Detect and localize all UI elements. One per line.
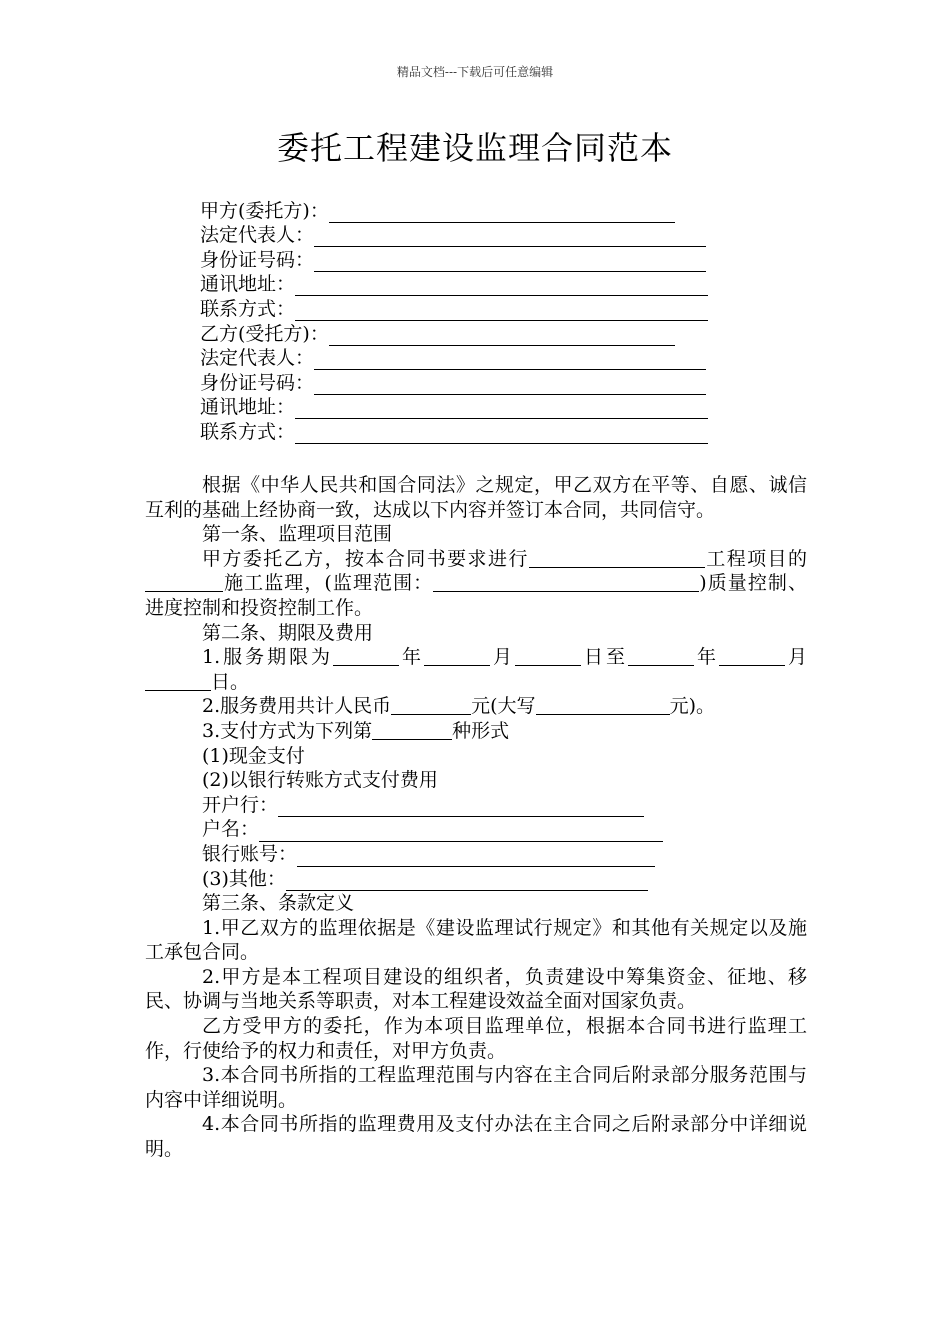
- supervision-scope-field[interactable]: [433, 573, 699, 592]
- party-a-id-label: 身份证号码：: [200, 248, 315, 271]
- party-b-address-line: [200, 395, 740, 420]
- party-b-representative-label: 法定代表人：: [200, 347, 315, 370]
- account-name-label: 户名：: [202, 818, 260, 841]
- party-a-address-field[interactable]: [295, 276, 708, 296]
- day-end-unit: 日。: [211, 670, 250, 693]
- fee-amount-field[interactable]: [391, 696, 471, 715]
- end-year-field[interactable]: [628, 647, 694, 666]
- payment-method-paragraph: [145, 719, 807, 744]
- party-b-contact-label: 联系方式：: [200, 420, 296, 443]
- party-b-id-line: [200, 370, 740, 395]
- payment-option-field[interactable]: [372, 721, 452, 740]
- article-2-title: 第二条、期限及费用: [202, 621, 374, 644]
- account-number-line: [145, 842, 807, 867]
- contract-body: [145, 473, 807, 1162]
- bank-label: 开户行：: [202, 793, 279, 816]
- service-term-label: 1.服务期限为: [202, 646, 334, 669]
- account-name-line: [145, 817, 807, 842]
- account-number-field[interactable]: [297, 847, 655, 867]
- header-note: 精品文档---下载后可任意编辑: [396, 65, 554, 79]
- article-3-item-1: 1.甲乙双方的监理依据是《建设监理试行规定》和其他有关规定以及施工承包合同。: [145, 916, 807, 964]
- party-b-address-field[interactable]: [295, 399, 708, 419]
- party-a-representative-field[interactable]: [314, 227, 706, 247]
- bank-field[interactable]: [278, 797, 644, 817]
- day-to-unit: 日至: [581, 646, 628, 669]
- end-day-field[interactable]: [145, 672, 211, 691]
- party-a-representative-line: [200, 223, 740, 248]
- month-unit: 月: [490, 646, 516, 669]
- party-a-contact-field[interactable]: [295, 301, 708, 321]
- account-number-label: 银行账号：: [202, 842, 298, 865]
- article-1-text-b: 工程项目的: [704, 547, 807, 570]
- party-a-contact-label: 联系方式：: [200, 297, 296, 320]
- document-title: 委托工程建设监理合同范本: [276, 129, 673, 167]
- other-payment-field[interactable]: [286, 871, 648, 891]
- article-3-item-2b: 乙方受甲方的委托，作为本项目监理单位，根据本合同书进行监理工作，行使给予的权力和责任，对甲方负责。: [145, 1015, 807, 1062]
- party-b-representative-field[interactable]: [314, 350, 706, 370]
- party-b-contact-field[interactable]: [295, 424, 708, 444]
- payment-option-cash: (1)现金支付: [202, 744, 305, 767]
- service-fee-label: 2.服务费用共计人民币: [202, 695, 392, 718]
- article-3-item-2: 2.甲方是本工程项目建设的组织者，负责建设中筹集资金、征地、移民、协调与当地关系等职责，对本工程建设效益全面对国家负责。: [145, 965, 807, 1013]
- article-3-item-4: 4.本合同书所指的监理费用及支付办法在主合同之后附录部分中详细说明。: [145, 1113, 807, 1161]
- construction-type-field[interactable]: [145, 573, 223, 592]
- payment-method-label: 3.支付方式为下列第: [202, 719, 373, 742]
- year-unit: 年: [399, 646, 425, 669]
- intro-paragraph: 根据《中华人民共和国合同法》之规定，甲乙双方在平等、自愿、诚信互利的基础上经协商一致，达成以下内容并签订本合同，共同信守。: [145, 474, 807, 521]
- party-a-representative-label: 法定代表人：: [200, 224, 315, 247]
- article-1-paragraph: [145, 547, 807, 621]
- month-unit-end: 月: [784, 646, 807, 669]
- article-3-title: 第三条、条款定义: [202, 892, 355, 915]
- party-b-address-label: 通讯地址：: [200, 396, 296, 419]
- payment-method-suffix: 种形式: [452, 719, 510, 742]
- other-payment-line: [145, 867, 807, 892]
- project-name-field[interactable]: [529, 549, 705, 568]
- account-name-field[interactable]: [259, 822, 663, 842]
- party-b-name-line: [200, 321, 740, 346]
- other-payment-label: (3)其他：: [202, 867, 286, 890]
- start-year-field[interactable]: [333, 647, 399, 666]
- start-month-field[interactable]: [424, 647, 490, 666]
- party-a-id-line: [200, 247, 740, 272]
- article-1-text-d: )质量控制、进度控制和投资控制工作。: [145, 572, 807, 619]
- party-b-id-label: 身份证号码：: [200, 371, 315, 394]
- bank-line: [145, 793, 807, 818]
- end-month-field[interactable]: [719, 647, 785, 666]
- party-a-id-field[interactable]: [314, 252, 706, 272]
- start-day-field[interactable]: [515, 647, 581, 666]
- party-b-name-field[interactable]: [329, 326, 675, 346]
- party-a-contact-line: [200, 296, 740, 321]
- party-b-label: 乙方(受托方)：: [200, 322, 329, 345]
- fee-capital-label: 元(大写: [471, 695, 536, 718]
- party-b-contact-line: [200, 419, 740, 444]
- fee-capital-field[interactable]: [536, 696, 670, 715]
- party-info-block: [200, 198, 740, 444]
- party-a-label: 甲方(委托方)：: [200, 199, 329, 222]
- article-1-text-a: 甲方委托乙方，按本合同书要求进行: [202, 547, 529, 570]
- article-1-text-c: 施工监理，(监理范围：: [223, 572, 434, 595]
- party-a-name-field[interactable]: [329, 203, 675, 223]
- party-b-representative-line: [200, 346, 740, 371]
- service-fee-paragraph: [145, 694, 807, 719]
- party-b-id-field[interactable]: [314, 375, 706, 395]
- fee-end-label: 元)。: [669, 695, 715, 718]
- article-1-title: 第一条、监理项目范围: [202, 523, 393, 546]
- payment-option-transfer: (2)以银行转账方式支付费用: [202, 769, 438, 792]
- year-unit-end: 年: [693, 646, 719, 669]
- party-a-name-line: [200, 198, 740, 223]
- article-3-item-3: 3.本合同书所指的工程监理范围与内容在主合同后附录部分服务范围与内容中详细说明。: [145, 1064, 807, 1111]
- party-a-address-line: [200, 272, 740, 297]
- service-term-paragraph: [145, 645, 807, 694]
- party-a-address-label: 通讯地址：: [200, 273, 296, 296]
